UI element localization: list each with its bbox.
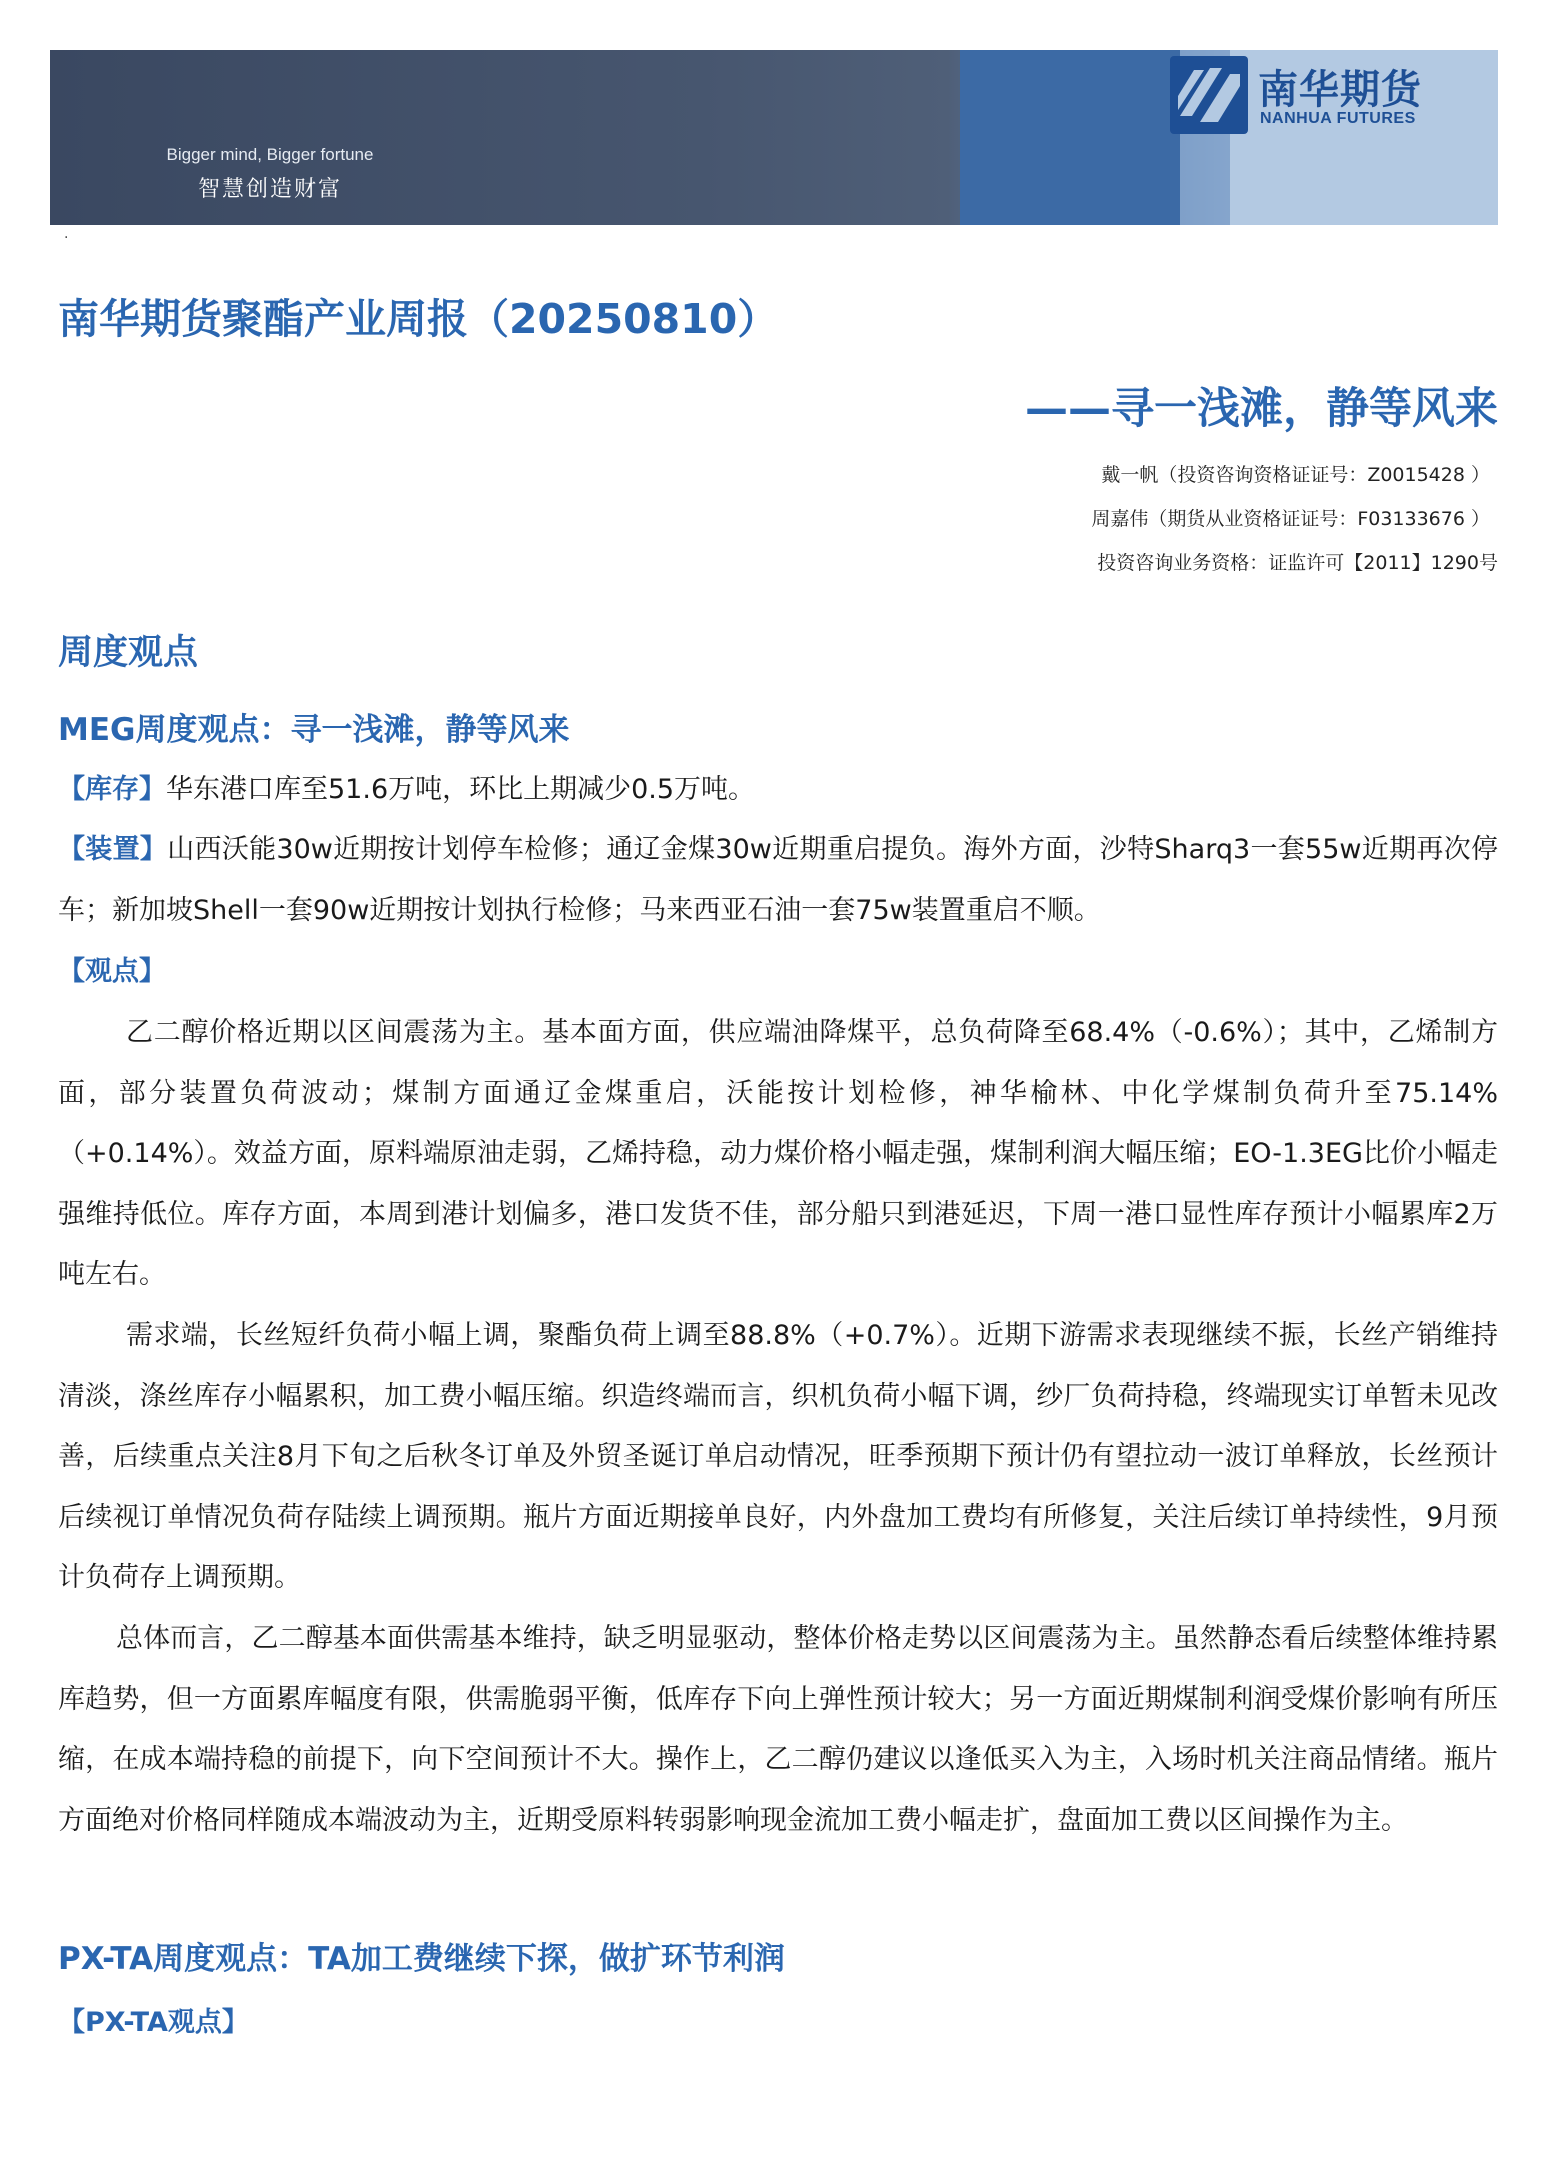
meg-paragraph-1: 乙二醇价格近期以区间震荡为主。基本面方面，供应端油降煤平，总负荷降至68.4%（-0.6%）；其中，乙烯制方面，部分装置负荷波动；煤制方面通辽金煤重启，沃能按计划检修，神华榆林、中化学煤制负荷升至75.14%（+0.14%）。效益方面，原料端原油走弱，乙烯持稳，动力煤价格小幅走强，煤制利润大幅压缩；EO-1.3EG比价小幅走强维持低位。库存方面，本周到港计划偏多，港口发货不佳，部分船只到港延迟，下周一港口显性库存预计小幅累库2万吨左右。 [58, 1017, 1498, 1290]
device-paragraph [58, 820, 1498, 941]
pxta-view-tag: 【PX-TA观点】 [58, 2007, 249, 2038]
banner-slogan-cn: 智慧创造财富 [197, 177, 342, 202]
author-line: 周嘉伟（期货从业资格证证号：F03133676 ） [1091, 508, 1490, 530]
inventory-paragraph [58, 760, 1498, 821]
author-line: 戴一帆（投资咨询资格证证号：Z0015428 ） [1101, 464, 1490, 486]
report-subtitle: ——寻一浅滩，静等风来 [1025, 384, 1498, 434]
view-tag: 【观点】 [58, 956, 166, 987]
pxta-heading: PX-TA周度观点：TA加工费继续下探，做扩环节利润 [58, 1941, 785, 1977]
device-tag: 【装置】 [58, 834, 168, 865]
nanhua-logo-icon [1170, 56, 1248, 134]
logo-name-en: NANHUA FUTURES [1260, 110, 1416, 127]
nanhua-logo [1170, 54, 1460, 134]
inventory-text: 华东港口库至51.6万吨，环比上期减少0.5万吨。 [166, 774, 756, 805]
view-tag-line [58, 942, 1498, 1003]
page-dot: · [64, 230, 69, 246]
pxta-tag-line [58, 1993, 1498, 2054]
meg-paragraph-2: 需求端，长丝短纤负荷小幅上调，聚酯负荷上调至88.8%（+0.7%）。近期下游需求表现继续不振，长丝产销维持清淡，涤丝库存小幅累积，加工费小幅压缩。织造终端而言，织机负荷小幅下调，纱厂负荷持稳，终端现实订单暂未见改善，后续重点关注8月下旬之后秋冬订单及外贸圣诞订单启动情况，旺季预期下预计仍有望拉动一波订单释放，长丝预计后续视订单情况负荷存陆续上调预期。瓶片方面近期接单良好，内外盘加工费均有所修复，关注后续订单持续性，9月预计负荷存上调预期。 [58, 1320, 1498, 1593]
meg-heading: MEG周度观点：寻一浅滩，静等风来 [58, 712, 570, 748]
logo-name-cn: 南华期货 [1258, 67, 1422, 113]
inventory-tag: 【库存】 [58, 774, 166, 805]
banner-slogan-en: Bigger mind, Bigger fortune [166, 145, 374, 164]
device-text: 山西沃能30w近期按计划停车检修；通辽金煤30w近期重启提负。海外方面，沙特Sharq3一套55w近期再次停车；新加坡Shell一套90w近期按计划执行检修；马来西亚石油一套75w装置重启不顺。 [58, 834, 1498, 926]
meg-paragraph-3: 总体而言，乙二醇基本面供需基本维持，缺乏明显驱动，整体价格走势以区间震荡为主。虽然静态看后续整体维持累库趋势，但一方面累库幅度有限，供需脆弱平衡，低库存下向上弹性预计较大；另一方面近期煤制利润受煤价影响有所压缩，在成本端持稳的前提下，向下空间预计不大。操作上，乙二醇仍建议以逢低买入为主，入场时机关注商品情绪。瓶片方面绝对价格同样随成本端波动为主，近期受原料转弱影响现金流加工费小幅走扩，盘面加工费以区间操作为主。 [58, 1623, 1498, 1836]
license-line: 投资咨询业务资格：证监许可【2011】1290号 [1097, 552, 1498, 574]
report-title: 南华期货聚酯产业周报（20250810） [58, 295, 779, 343]
section-title: 周度观点 [58, 633, 199, 673]
